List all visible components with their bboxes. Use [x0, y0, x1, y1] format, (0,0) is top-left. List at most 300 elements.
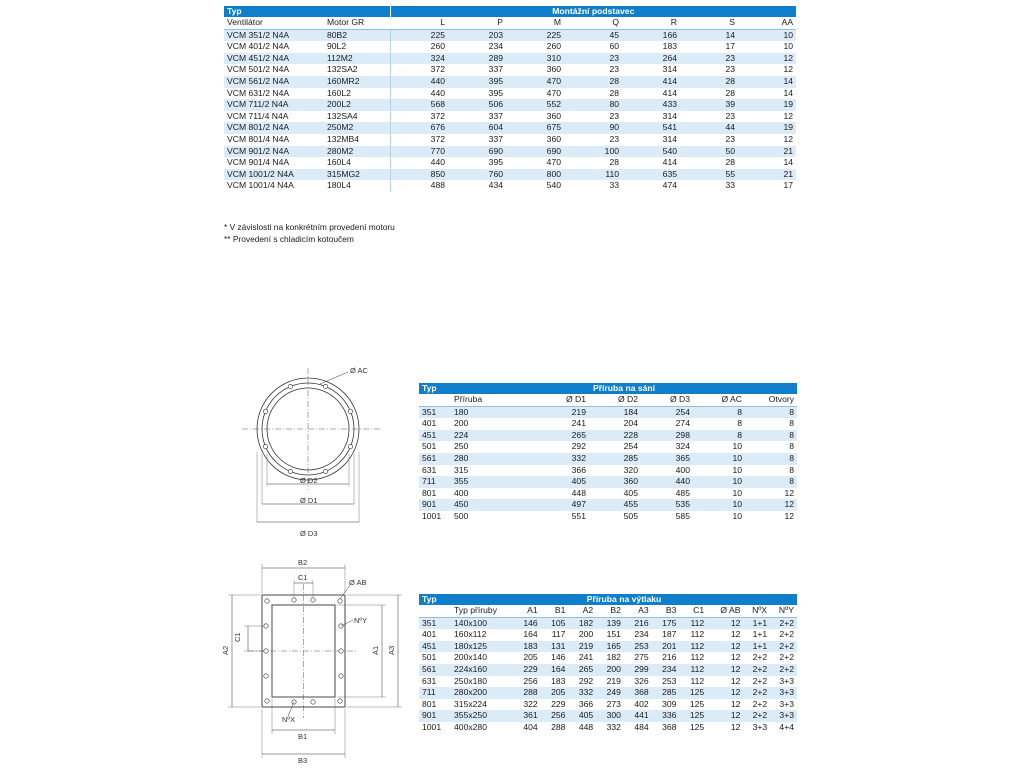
table-cell: 366 [537, 465, 589, 477]
table-cell: 326 [624, 676, 652, 688]
table-cell: 8 [745, 465, 797, 477]
table-cell: 200 [568, 629, 596, 641]
table-cell: 314 [622, 64, 680, 76]
table-cell: 280M2 [324, 146, 390, 158]
table-cell: 19 [738, 122, 796, 134]
table-cell: 12 [707, 676, 743, 688]
table-cell: 14 [680, 29, 738, 41]
label-ny: NºY [354, 616, 368, 625]
table-row [419, 652, 797, 664]
table-cell: 10 [693, 476, 745, 488]
label-d3: Ø D3 [300, 529, 318, 538]
table-cell: 8 [693, 418, 745, 430]
label-a3: A3 [387, 645, 396, 655]
table-cell: 219 [568, 641, 596, 653]
table-cell: 690 [506, 146, 564, 158]
table-cell: 14 [738, 88, 796, 100]
column-header: M [506, 17, 564, 29]
table-cell: 760 [448, 169, 506, 181]
table-cell: 12 [738, 53, 796, 65]
table-cell: 12 [738, 64, 796, 76]
label-ac: Ø AC [350, 366, 368, 375]
table-cell: 3+3 [770, 676, 797, 688]
table-cell: 265 [537, 430, 589, 442]
table-cell: 505 [589, 511, 641, 523]
column-header: B2 [596, 605, 624, 617]
column-header: B1 [541, 605, 569, 617]
table-row [224, 64, 796, 76]
table-row [224, 29, 796, 41]
table-cell: 631 [419, 465, 451, 477]
table-cell: 200L2 [324, 99, 390, 111]
table-cell: 100 [564, 146, 622, 158]
table-cell: 23 [680, 111, 738, 123]
table-cell: VCM 561/2 N4A [224, 76, 324, 88]
table-cell: 200 [451, 418, 537, 430]
table-cell: 2+2 [743, 699, 770, 711]
table-cell: 132SA2 [324, 64, 390, 76]
table-row [224, 88, 796, 100]
table-cell: 360 [506, 64, 564, 76]
table-cell: 801 [419, 699, 451, 711]
table-cell: 288 [513, 687, 541, 699]
table-header-group: Příruba na výtlaku [451, 594, 797, 605]
table-row [224, 53, 796, 65]
table-cell: 125 [679, 710, 707, 722]
table-row [419, 511, 797, 523]
table-cell: 112 [679, 676, 707, 688]
table-cell: 180 [451, 406, 537, 418]
table-cell: 801 [419, 488, 451, 500]
table-cell: 414 [622, 157, 680, 169]
table-cell: 260 [390, 41, 448, 53]
column-header: A3 [624, 605, 652, 617]
table-cell: 540 [622, 146, 680, 158]
table-cell: 117 [541, 629, 569, 641]
table-cell: 23 [564, 53, 622, 65]
table-cell: 19 [738, 99, 796, 111]
table-cell: 12 [707, 710, 743, 722]
table-row [224, 99, 796, 111]
table-cell: 561 [419, 453, 451, 465]
table-cell: 372 [390, 64, 448, 76]
table-row [419, 430, 797, 442]
table-cell: 265 [568, 664, 596, 676]
table-cell: 488 [390, 180, 448, 192]
table-row [419, 722, 797, 734]
table-row [224, 134, 796, 146]
table-cell: 254 [589, 441, 641, 453]
table-cell: 12 [738, 134, 796, 146]
table-cell: 164 [541, 664, 569, 676]
label-b1: B1 [298, 732, 308, 741]
table-cell: 551 [537, 511, 589, 523]
motor-base-table [224, 6, 796, 192]
table-cell: 501 [419, 441, 451, 453]
table-cell: 182 [596, 652, 624, 664]
table-cell: 440 [641, 476, 693, 488]
label-a2: A2 [221, 645, 230, 655]
table-cell: 448 [537, 488, 589, 500]
table-row [419, 699, 797, 711]
table-cell: 12 [745, 511, 797, 523]
table-cell: 183 [622, 41, 680, 53]
table-cell: 105 [541, 617, 569, 629]
column-header: C1 [679, 605, 707, 617]
table-cell: 1+1 [743, 641, 770, 653]
table-cell: 112 [679, 664, 707, 676]
table-cell: 225 [506, 29, 564, 41]
table-cell: 180x125 [451, 641, 513, 653]
table-cell: 160L2 [324, 88, 390, 100]
table-cell: 28 [564, 76, 622, 88]
table-row [224, 146, 796, 158]
table-cell: 400x280 [451, 722, 513, 734]
label-d2: Ø D2 [300, 476, 318, 485]
table-cell: VCM 901/2 N4A [224, 146, 324, 158]
table-cell: VCM 801/2 N4A [224, 122, 324, 134]
table-cell: 8 [693, 430, 745, 442]
table-cell: 183 [541, 676, 569, 688]
rect-flange-drawing [218, 556, 414, 768]
table-cell: 2+2 [770, 664, 797, 676]
table-cell: 901 [419, 710, 451, 722]
column-header: S [680, 17, 738, 29]
table-cell: 8 [745, 441, 797, 453]
table-cell: 395 [448, 76, 506, 88]
label-b2: B2 [298, 558, 308, 567]
table-cell: VCM 1001/4 N4A [224, 180, 324, 192]
table-cell: 90L2 [324, 41, 390, 53]
table-cell: 175 [652, 617, 680, 629]
table-cell: 3+3 [770, 710, 797, 722]
table-cell: 164 [513, 629, 541, 641]
table-cell: 470 [506, 88, 564, 100]
table-cell: 414 [622, 88, 680, 100]
table-cell: 132SA4 [324, 111, 390, 123]
table-cell: 28 [564, 157, 622, 169]
table-cell: 182 [568, 617, 596, 629]
table-cell: 336 [652, 710, 680, 722]
table-cell: 253 [624, 641, 652, 653]
table-cell: 112 [679, 629, 707, 641]
column-header [419, 394, 451, 406]
table-cell: 850 [390, 169, 448, 181]
table-cell: 3+3 [770, 699, 797, 711]
table-cell: 315 [451, 465, 537, 477]
table-row [224, 41, 796, 53]
column-header: AA [738, 17, 796, 29]
table-cell: 506 [448, 99, 506, 111]
label-ab: Ø AB [349, 578, 367, 587]
table-cell: VCM 501/2 N4A [224, 64, 324, 76]
table-row [224, 169, 796, 181]
table-cell: 275 [624, 652, 652, 664]
column-header: A1 [513, 605, 541, 617]
column-header: Q [564, 17, 622, 29]
table-cell: 250x180 [451, 676, 513, 688]
table-cell: 604 [448, 122, 506, 134]
table-cell: 441 [624, 710, 652, 722]
table-cell: 8 [745, 406, 797, 418]
table-cell: 2+2 [743, 676, 770, 688]
table-cell: 355x250 [451, 710, 513, 722]
table-cell: 1001 [419, 511, 451, 523]
table-cell: 17 [680, 41, 738, 53]
table-cell: 635 [622, 169, 680, 181]
table-cell: 541 [622, 122, 680, 134]
table-cell: 139 [596, 617, 624, 629]
table-cell: 2+2 [743, 664, 770, 676]
column-header: Ø D1 [537, 394, 589, 406]
table-cell: 180L4 [324, 180, 390, 192]
table-cell: 112 [679, 641, 707, 653]
table-cell: 50 [680, 146, 738, 158]
label-nx: NºX [282, 715, 296, 724]
table-cell: 450 [451, 499, 537, 511]
table-cell: 1001 [419, 722, 451, 734]
table-cell: 280 [451, 453, 537, 465]
table-cell: 187 [652, 629, 680, 641]
table-cell: 320 [589, 465, 641, 477]
table-row [419, 441, 797, 453]
table-cell: 901 [419, 499, 451, 511]
table-cell: 8 [693, 406, 745, 418]
bolt-hole [323, 469, 327, 473]
bolt-hole [288, 384, 292, 388]
table-row [419, 687, 797, 699]
table-cell: 10 [693, 488, 745, 500]
table-cell: 249 [596, 687, 624, 699]
table-cell: 28 [680, 157, 738, 169]
bolt-hole [263, 444, 267, 448]
table-cell: 146 [541, 652, 569, 664]
table-cell: 8 [745, 418, 797, 430]
table-cell: 690 [448, 146, 506, 158]
table-cell: 21 [738, 146, 796, 158]
table-cell: VCM 801/4 N4A [224, 134, 324, 146]
table-row [419, 488, 797, 500]
table-row [419, 629, 797, 641]
table-cell: 8 [745, 453, 797, 465]
table-cell: 434 [448, 180, 506, 192]
table-cell: 234 [448, 41, 506, 53]
table-cell: 17 [738, 180, 796, 192]
column-header: B3 [652, 605, 680, 617]
column-header: A2 [568, 605, 596, 617]
table-cell: 2+2 [770, 617, 797, 629]
table-cell: 12 [707, 641, 743, 653]
table-cell: 110 [564, 169, 622, 181]
table-cell: 23 [564, 134, 622, 146]
table-row [419, 617, 797, 629]
table-cell: 289 [448, 53, 506, 65]
table-cell: 800 [506, 169, 564, 181]
table-cell: 451 [419, 430, 451, 442]
table-row [419, 499, 797, 511]
table-cell: 351 [419, 617, 451, 629]
table-cell: 2+2 [743, 710, 770, 722]
table-cell: 501 [419, 652, 451, 664]
table-cell: VCM 631/2 N4A [224, 88, 324, 100]
table-cell: 229 [513, 664, 541, 676]
discharge-flange-table [419, 594, 797, 734]
table-cell: 292 [537, 441, 589, 453]
table-cell: 2+2 [743, 652, 770, 664]
table-row [224, 122, 796, 134]
table-cell: 2+2 [743, 687, 770, 699]
table-cell: 372 [390, 111, 448, 123]
table-cell: 60 [564, 41, 622, 53]
table-cell: 28 [680, 76, 738, 88]
bolt-hole [288, 469, 292, 473]
table-cell: 10 [738, 29, 796, 41]
table-cell: 10 [693, 511, 745, 523]
table-cell: 23 [680, 134, 738, 146]
table-row [224, 157, 796, 169]
table-cell: 455 [589, 499, 641, 511]
table-cell: 332 [537, 453, 589, 465]
table-cell: 23 [564, 64, 622, 76]
table-cell: 219 [596, 676, 624, 688]
table-cell: 366 [568, 699, 596, 711]
column-header [419, 605, 451, 617]
table-cell: 360 [589, 476, 641, 488]
table-cell: 585 [641, 511, 693, 523]
table-cell: 10 [693, 453, 745, 465]
table-cell: 2+2 [770, 629, 797, 641]
table-cell: 404 [513, 722, 541, 734]
table-cell: 337 [448, 64, 506, 76]
table-cell: 23 [564, 111, 622, 123]
table-cell: 12 [745, 488, 797, 500]
table-header-group: Montážní podstavec [390, 6, 796, 17]
table-cell: 125 [679, 722, 707, 734]
table-cell: 33 [680, 180, 738, 192]
table-row [419, 453, 797, 465]
table-row [419, 465, 797, 477]
table-cell: 253 [652, 676, 680, 688]
table-cell: 274 [641, 418, 693, 430]
table-cell: 200x140 [451, 652, 513, 664]
table-row [224, 76, 796, 88]
table-cell: 10 [738, 41, 796, 53]
table-cell: 146 [513, 617, 541, 629]
table-cell: 280x200 [451, 687, 513, 699]
table-cell: VCM 451/2 N4A [224, 53, 324, 65]
table-row [419, 710, 797, 722]
table-cell: VCM 711/4 N4A [224, 111, 324, 123]
table-cell: 234 [624, 629, 652, 641]
table-cell: 2+2 [770, 641, 797, 653]
label-a1: A1 [371, 645, 380, 655]
table-cell: 351 [419, 406, 451, 418]
table-cell: 225 [390, 29, 448, 41]
table-cell: 8 [745, 476, 797, 488]
table-cell: 14 [738, 76, 796, 88]
table-cell: 12 [738, 111, 796, 123]
table-cell: 365 [641, 453, 693, 465]
table-cell: 80B2 [324, 29, 390, 41]
table-cell: 80 [564, 99, 622, 111]
table-cell: 216 [624, 617, 652, 629]
table-row [419, 418, 797, 430]
table-cell: 440 [390, 88, 448, 100]
table-cell: 3+3 [770, 687, 797, 699]
column-header: Ventilátor [224, 17, 324, 29]
table-header-typ: Typ [419, 594, 451, 605]
table-cell: 250M2 [324, 122, 390, 134]
table-cell: VCM 901/4 N4A [224, 157, 324, 169]
suction-flange-table [419, 383, 797, 523]
table-cell: 324 [641, 441, 693, 453]
table-cell: 224x160 [451, 664, 513, 676]
label-c1-top: C1 [298, 573, 308, 582]
table-cell: 285 [652, 687, 680, 699]
table-cell: 204 [589, 418, 641, 430]
table-cell: 568 [390, 99, 448, 111]
table-cell: 12 [707, 699, 743, 711]
table-cell: 264 [622, 53, 680, 65]
label-d1: Ø D1 [300, 496, 318, 505]
table-cell: 33 [564, 180, 622, 192]
table-cell: 3+3 [743, 722, 770, 734]
table-cell: 451 [419, 641, 451, 653]
table-cell: 256 [541, 710, 569, 722]
table-cell: 400 [451, 488, 537, 500]
table-cell: 440 [390, 157, 448, 169]
table-cell: 288 [541, 722, 569, 734]
bolt-hole [263, 409, 267, 413]
table-cell: 631 [419, 676, 451, 688]
table-cell: 300 [596, 710, 624, 722]
table-cell: 112M2 [324, 53, 390, 65]
table-cell: 10 [693, 441, 745, 453]
table-cell: 224 [451, 430, 537, 442]
table-row [419, 476, 797, 488]
table-cell: 23 [680, 64, 738, 76]
table-cell: 112 [679, 652, 707, 664]
table-row [419, 406, 797, 418]
table-cell: 355 [451, 476, 537, 488]
table-cell: 400 [641, 465, 693, 477]
label-b3: B3 [298, 756, 308, 765]
table-cell: 10 [693, 465, 745, 477]
table-cell: 28 [680, 88, 738, 100]
table-cell: 44 [680, 122, 738, 134]
table-cell: 292 [568, 676, 596, 688]
table-cell: 273 [596, 699, 624, 711]
table-cell: 184 [589, 406, 641, 418]
table-row [419, 641, 797, 653]
table-cell: 324 [390, 53, 448, 65]
table-cell: 160MR2 [324, 76, 390, 88]
table-cell: 474 [622, 180, 680, 192]
table-cell: 299 [624, 664, 652, 676]
table-cell: 241 [537, 418, 589, 430]
column-header: NºX [743, 605, 770, 617]
table-cell: 200 [596, 664, 624, 676]
table-cell: 12 [707, 629, 743, 641]
table-cell: 337 [448, 134, 506, 146]
column-header: NºY [770, 605, 797, 617]
table-cell: 414 [622, 76, 680, 88]
table-cell: 12 [707, 652, 743, 664]
table-cell: 165 [596, 641, 624, 653]
column-header: Ø D2 [589, 394, 641, 406]
table-cell: 309 [652, 699, 680, 711]
table-cell: 535 [641, 499, 693, 511]
